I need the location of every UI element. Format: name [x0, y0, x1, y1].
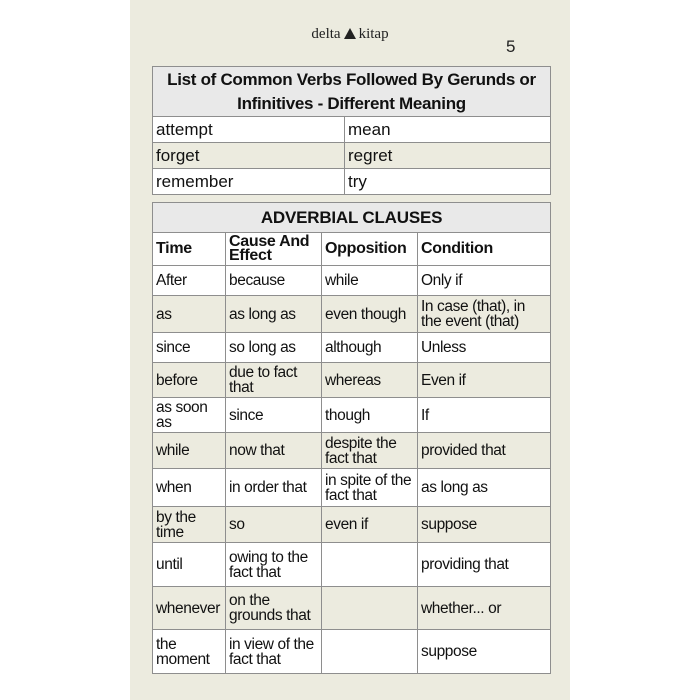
clause-cell-opposition: though — [322, 398, 418, 433]
clause-cell-opposition: even though — [322, 296, 418, 333]
table-row — [153, 296, 551, 333]
table-row — [153, 469, 551, 507]
book-page — [130, 0, 570, 700]
verb-cell: regret — [345, 143, 551, 169]
clause-cell-time: until — [153, 543, 226, 587]
clause-cell-opposition — [322, 587, 418, 630]
brand-left-text: delta — [311, 26, 341, 42]
verb-cell: remember — [153, 169, 345, 195]
clause-cell-cause-effect: so long as — [226, 333, 322, 363]
adverbial-clauses-table — [152, 202, 551, 674]
clause-cell-condition: suppose — [418, 507, 551, 543]
brand-right-text: kitap — [358, 26, 389, 42]
clause-cell-cause-effect: due to fact that — [226, 363, 322, 398]
table-row — [153, 333, 551, 363]
clause-cell-condition: Unless — [418, 333, 551, 363]
table-row — [153, 507, 551, 543]
clauses-table-title: ADVERBIAL CLAUSES — [153, 203, 551, 233]
clause-cell-cause-effect: owing to the fact that — [226, 543, 322, 587]
clause-cell-cause-effect: so — [226, 507, 322, 543]
clause-cell-opposition: while — [322, 266, 418, 296]
publisher-logo — [130, 26, 570, 43]
clause-cell-time: since — [153, 333, 226, 363]
table-row — [153, 587, 551, 630]
verb-cell: forget — [153, 143, 345, 169]
clause-cell-condition: If — [418, 398, 551, 433]
clause-cell-opposition: whereas — [322, 363, 418, 398]
table-row — [153, 117, 551, 143]
table-row — [153, 543, 551, 587]
clause-cell-opposition: in spite of the fact that — [322, 469, 418, 507]
verbs-table-title: List of Common Verbs Followed By Gerunds or Infinitives - Different Meaning — [153, 67, 551, 117]
verb-cell: attempt — [153, 117, 345, 143]
clause-cell-condition: provided that — [418, 433, 551, 469]
table-row — [153, 433, 551, 469]
clause-cell-time: before — [153, 363, 226, 398]
verb-cell: try — [345, 169, 551, 195]
clauses-body — [153, 266, 551, 674]
clause-cell-condition: as long as — [418, 469, 551, 507]
clause-cell-time: the moment — [153, 630, 226, 674]
header-row — [153, 233, 551, 266]
clause-cell-cause-effect: as long as — [226, 296, 322, 333]
table-row — [153, 266, 551, 296]
column-header-time: Time — [153, 233, 226, 266]
clause-cell-time: as soon as — [153, 398, 226, 433]
clause-cell-time: while — [153, 433, 226, 469]
clause-cell-cause-effect: on the grounds that — [226, 587, 322, 630]
clause-cell-condition: providing that — [418, 543, 551, 587]
clause-cell-time: as — [153, 296, 226, 333]
clause-cell-condition: suppose — [418, 630, 551, 674]
table-row — [153, 363, 551, 398]
table-row — [153, 630, 551, 674]
column-header-opposition: Opposition — [322, 233, 418, 266]
clause-cell-cause-effect: in view of the fact that — [226, 630, 322, 674]
table-row — [153, 143, 551, 169]
clause-cell-condition: Only if — [418, 266, 551, 296]
clause-cell-opposition — [322, 543, 418, 587]
column-header-condition: Condition — [418, 233, 551, 266]
triangle-icon — [344, 28, 356, 39]
clause-cell-time: by the time — [153, 507, 226, 543]
clause-cell-condition: In case (that), in the event (that) — [418, 296, 551, 333]
page-number: 5 — [506, 37, 516, 56]
clause-cell-cause-effect: since — [226, 398, 322, 433]
clause-cell-opposition: even if — [322, 507, 418, 543]
verb-cell: mean — [345, 117, 551, 143]
table-row — [153, 169, 551, 195]
clause-cell-condition: whether... or — [418, 587, 551, 630]
clause-cell-time: After — [153, 266, 226, 296]
clause-cell-cause-effect: in order that — [226, 469, 322, 507]
clause-cell-opposition: although — [322, 333, 418, 363]
clause-cell-opposition: despite the fact that — [322, 433, 418, 469]
verbs-table — [152, 66, 551, 195]
column-header-cause-effect: Cause And Effect — [226, 233, 322, 266]
clause-cell-condition: Even if — [418, 363, 551, 398]
table-row — [153, 398, 551, 433]
clause-cell-time: when — [153, 469, 226, 507]
clause-cell-cause-effect: now that — [226, 433, 322, 469]
clause-cell-cause-effect: because — [226, 266, 322, 296]
clause-cell-time: whenever — [153, 587, 226, 630]
clause-cell-opposition — [322, 630, 418, 674]
